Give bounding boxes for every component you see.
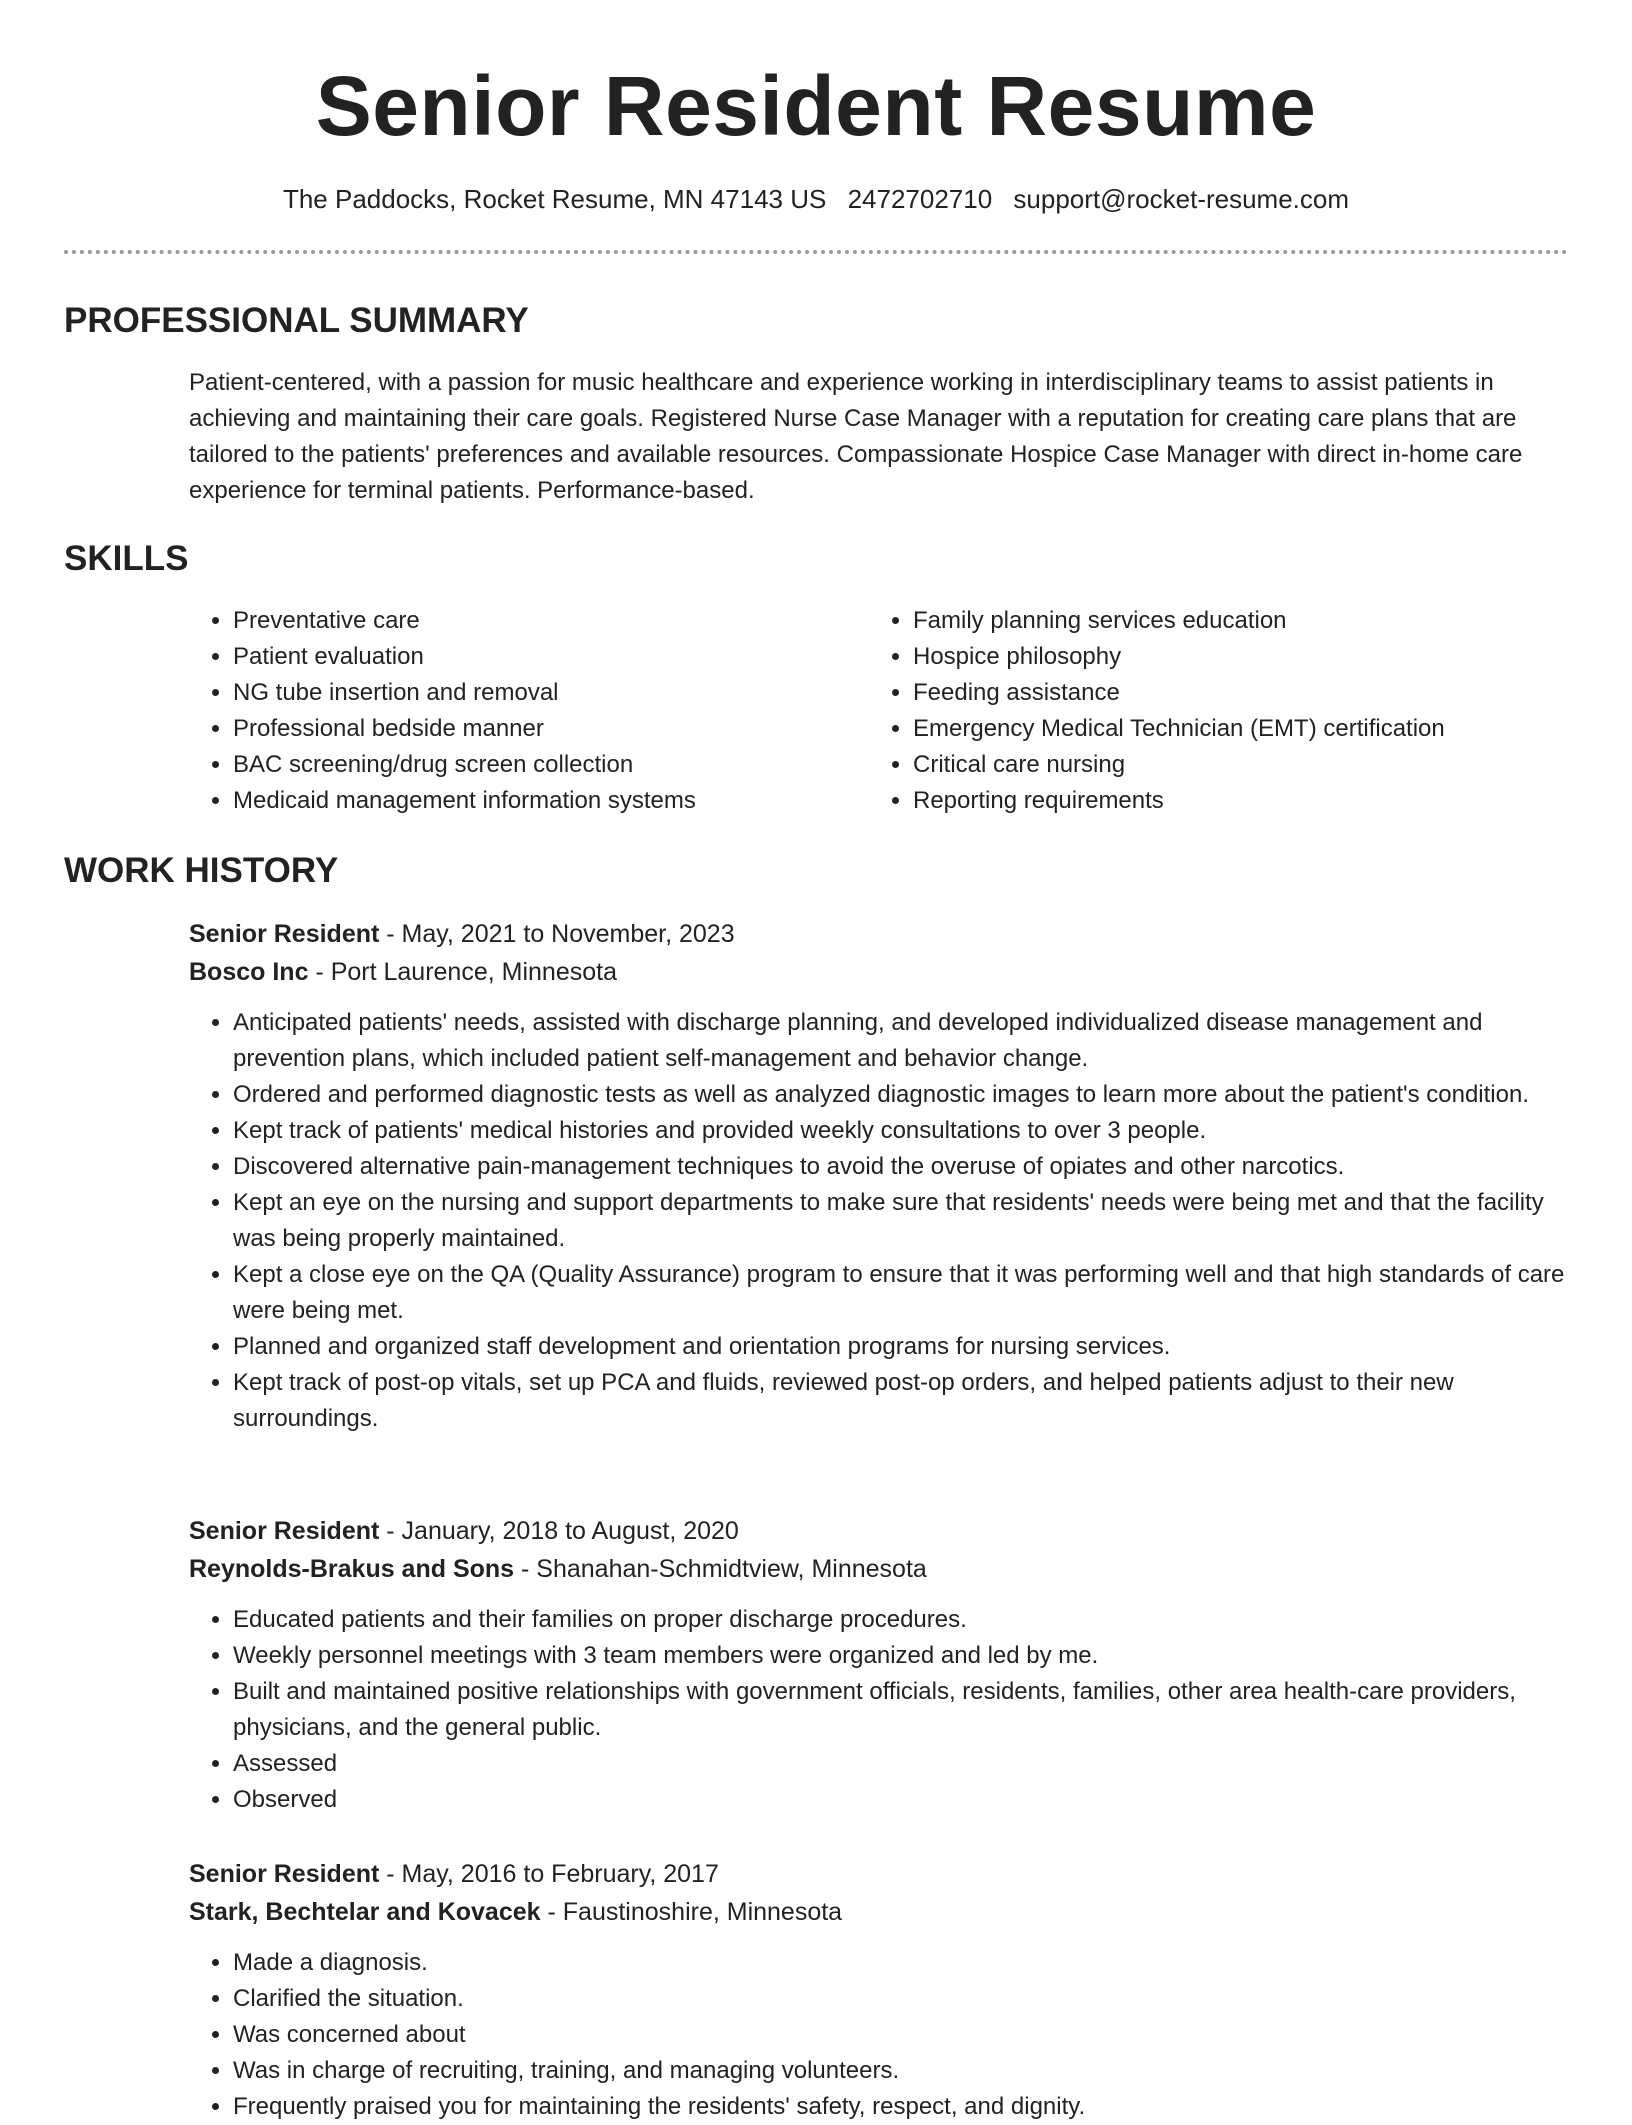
skill-item: • Family planning services education	[913, 603, 1509, 639]
job-bullet: • Assessed	[233, 1746, 1569, 1782]
job-bullet: • Clarified the situation.	[233, 1981, 1569, 2017]
job-dates: - January, 2018 to August, 2020	[379, 1517, 739, 1545]
skill-item: • Professional bedside manner	[233, 711, 829, 747]
skill-item: • Feeding assistance	[913, 675, 1509, 711]
job-bullet: • Weekly personnel meetings with 3 team members were organized and led by me.	[233, 1638, 1569, 1674]
job-bullet: • Kept an eye on the nursing and support departments to make sure that residents' needs were being met and that the facility was being properly maintained.	[233, 1185, 1569, 1257]
summary-text: Patient-centered, with a passion for music healthcare and experience working in interdisciplinary teams to assist patients in achieving and maintaining their care goals. Registered Nurse Case Manager with a reputation for creating care plans that are tailored to the patients' preferences and available resources. Compassionate Hospice Case Manager with direct in-home care experience for terminal patients. Performance-based.	[189, 369, 1523, 504]
skill-item: • Hospice philosophy	[913, 639, 1509, 675]
job-bullet: • Kept a close eye on the QA (Quality Assurance) program to ensure that it was performing well and that high standards of care were being met.	[233, 1257, 1569, 1329]
job-bullets	[189, 1005, 1569, 1437]
contact-address: The Paddocks, Rocket Resume, MN 47143 US	[282, 184, 827, 214]
contact-phone: 2472702710	[847, 184, 993, 214]
job-bullet: • Frequently praised you for maintaining the residents' safety, respect, and dignity.	[233, 2089, 1569, 2125]
job-bullet: • Ordered and performed diagnostic tests as well as analyzed diagnostic images to learn more about the patient's condition.	[233, 1077, 1569, 1113]
skills-list-left	[189, 603, 829, 819]
job-company: Stark, Bechtelar and Kovacek	[189, 1898, 541, 1926]
job-bullet: • Discovered alternative pain-management techniques to avoid the overuse of opiates and other narcotics.	[233, 1149, 1569, 1185]
work-heading: WORK HISTORY	[64, 851, 339, 890]
job-entry-2	[189, 1512, 1569, 1818]
job-location: - Shanahan-Schmidtview, Minnesota	[514, 1555, 927, 1583]
job-bullets	[189, 1945, 1569, 2125]
job-bullet: • Kept track of post-op vitals, set up PCA and fluids, reviewed post-op orders, and helped patients adjust to their new surroundings.	[233, 1365, 1569, 1437]
skills-heading: SKILLS	[64, 539, 189, 578]
skill-item: • NG tube insertion and removal	[233, 675, 829, 711]
skill-item: • Reporting requirements	[913, 783, 1509, 819]
job-bullet: • Made a diagnosis.	[233, 1945, 1569, 1981]
job-entry-1	[189, 915, 1569, 1437]
job-location: - Port Laurence, Minnesota	[308, 958, 617, 986]
job-role: Senior Resident	[189, 920, 380, 948]
job-location: - Faustinoshire, Minnesota	[540, 1898, 843, 1926]
job-bullet: • Anticipated patients' needs, assisted with discharge planning, and developed individualized disease management and prevention plans, which included patient self-management and behavior change.	[233, 1005, 1569, 1077]
skill-item: • Preventative care	[233, 603, 829, 639]
skills-column-left	[189, 603, 829, 819]
job-bullet: • Observed	[233, 1782, 1569, 1818]
job-entry-3	[189, 1855, 1569, 2125]
skill-item: • Critical care nursing	[913, 747, 1509, 783]
job-company: Bosco Inc	[189, 958, 309, 986]
job-role: Senior Resident	[189, 1517, 380, 1545]
header-divider	[64, 250, 1568, 254]
job-company-line	[189, 1550, 1569, 1588]
job-dates: - May, 2021 to November, 2023	[379, 920, 735, 948]
job-bullet: • Was in charge of recruiting, training, and managing volunteers.	[233, 2053, 1569, 2089]
skill-item: • Patient evaluation	[233, 639, 829, 675]
summary-heading: PROFESSIONAL SUMMARY	[64, 301, 529, 340]
job-bullet: • Kept track of patients' medical histories and provided weekly consultations to over 3 people.	[233, 1113, 1569, 1149]
job-bullet: • Planned and organized staff development and orientation programs for nursing services.	[233, 1329, 1569, 1365]
job-company-line	[189, 1893, 1569, 1931]
job-role: Senior Resident	[189, 1860, 380, 1888]
skills-column-right	[869, 603, 1509, 819]
job-bullet: • Built and maintained positive relationships with government officials, residents, families, other area health-care providers, physicians, and the general public.	[233, 1674, 1569, 1746]
contact-line	[0, 181, 1632, 217]
skills-list-right	[869, 603, 1509, 819]
page-title: Senior Resident Resume	[315, 59, 1317, 153]
job-dates: - May, 2016 to February, 2017	[379, 1860, 719, 1888]
job-company-line	[189, 953, 1569, 991]
skill-item: • Emergency Medical Technician (EMT) certification	[913, 711, 1509, 747]
job-title-line	[189, 1855, 1569, 1893]
skill-item: • BAC screening/drug screen collection	[233, 747, 829, 783]
job-bullet: • Educated patients and their families on proper discharge procedures.	[233, 1602, 1569, 1638]
job-title-line	[189, 1512, 1569, 1550]
contact-email: support@rocket-resume.com	[1013, 184, 1350, 214]
job-bullets	[189, 1602, 1569, 1818]
skill-item: • Medicaid management information systems	[233, 783, 829, 819]
job-company: Reynolds-Brakus and Sons	[189, 1555, 515, 1583]
job-bullet: • Was concerned about	[233, 2017, 1569, 2053]
job-title-line	[189, 915, 1569, 953]
